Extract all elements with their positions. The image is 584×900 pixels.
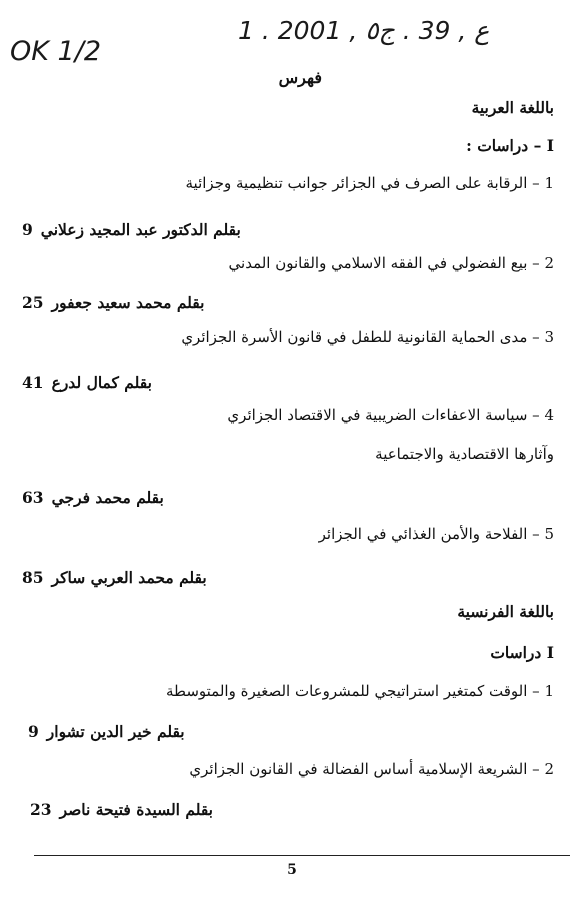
section-heading-french: باللغة الفرنسية — [457, 602, 554, 621]
toc-entry-page: 25 — [22, 293, 44, 312]
toc-entry-author — [22, 293, 204, 312]
handwritten-ok-note: OK 1/2 — [10, 36, 101, 67]
toc-entry-title: 5 – الفلاحة والأمن الغذائي في الجزائر — [318, 525, 554, 543]
section-subheading-arabic: I – دراسات : — [466, 136, 554, 155]
toc-entry-author-name: بقلم كمال لدرع — [51, 373, 152, 392]
page-number: 5 — [287, 862, 297, 878]
toc-entry-title-continued: وآثارها الاقتصادية والاجتماعية — [375, 445, 554, 463]
handwritten-reference: 1 . ع , 39 . ج٥ , 2001 — [238, 16, 490, 45]
toc-entry-page: 9 — [28, 722, 39, 741]
page-title: فهرس — [278, 68, 322, 87]
toc-entry-page: 63 — [22, 488, 44, 507]
toc-entry-title: 1 – الرقابة على الصرف في الجزائر جوانب تنظيمية وجزائية — [185, 174, 554, 192]
toc-entry-title: 4 – سياسة الاعفاءات الضريبية في الاقتصاد الجزائري — [227, 406, 554, 424]
toc-entry-author — [22, 568, 207, 587]
section-subheading-french: I دراسات — [490, 643, 554, 662]
toc-entry-page: 23 — [30, 800, 52, 819]
toc-entry-author — [28, 722, 185, 741]
toc-entry-author-name: بقلم محمد فرجي — [51, 488, 164, 507]
toc-entry-author-name: بقلم محمد سعيد جعفور — [51, 293, 205, 312]
toc-entry-author-name: بقلم محمد العربي ساكر — [51, 568, 207, 587]
toc-entry-page: 41 — [22, 373, 44, 392]
toc-entry-page: 9 — [22, 220, 33, 239]
toc-entry-author-name: بقلم خير الدين تشوار — [46, 722, 185, 741]
toc-entry-author — [22, 220, 241, 239]
toc-entry-title: 3 – مدى الحماية القانونية للطفل في قانون الأسرة الجزائري — [181, 328, 554, 346]
toc-entry-title: 2 – الشريعة الإسلامية أساس الفضالة في القانون الجزائري — [189, 760, 554, 778]
footer-divider — [34, 855, 570, 856]
toc-entry-author-name: بقلم الدكتور عبد المجيد زعلاني — [40, 220, 241, 239]
toc-entry-author — [22, 373, 152, 392]
toc-entry-page: 85 — [22, 568, 44, 587]
toc-entry-title: 1 – الوقت كمتغير استراتيجي للمشروعات الصغيرة والمتوسطة — [165, 682, 554, 700]
toc-entry-author-name: بقلم السيدة فتيحة ناصر — [59, 800, 213, 819]
toc-entry-author — [22, 488, 164, 507]
section-heading-arabic: باللغة العربية — [471, 98, 554, 117]
toc-entry-title: 2 – بيع الفضولي في الفقه الاسلامي والقانون المدني — [228, 254, 554, 272]
toc-entry-author — [30, 800, 213, 819]
